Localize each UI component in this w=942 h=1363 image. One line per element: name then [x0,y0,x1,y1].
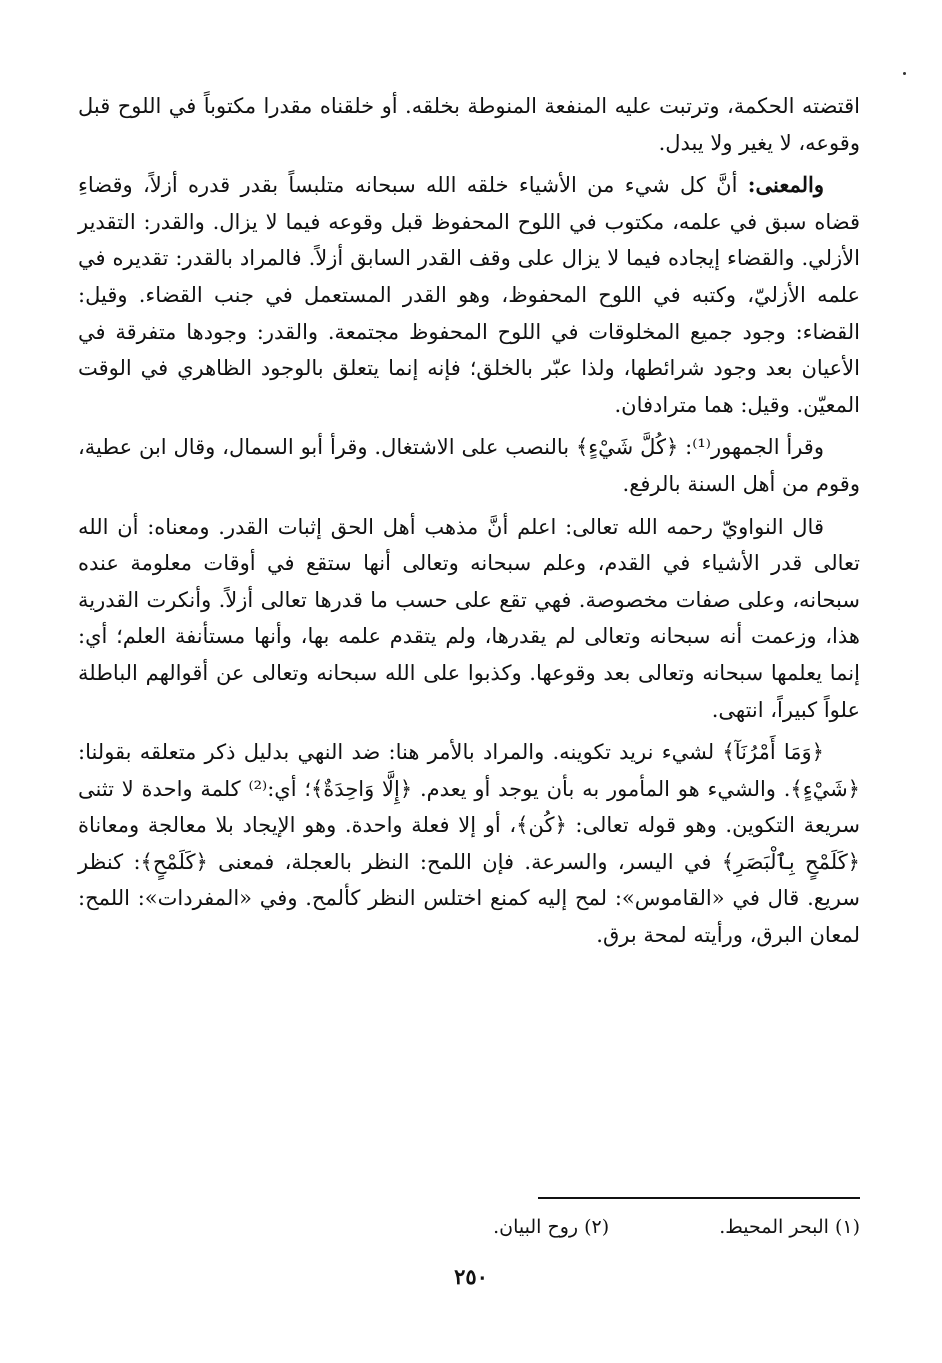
footnote-divider [538,1197,860,1199]
paragraph-4 [78,509,860,729]
paragraph-4-text: قال النواويّ رحمه الله تعالى: اعلم أنَّ مذهب أهل الحق إثبات القدر. ومعناه: أن الله تعالى قدر الأشياء في القدم، وعلم سبحانه وتعالى أنها ستقع في أوقات معلومة عنده سبحانه، وعلى صفات مخصوصة. فهي تقع على حسب ما قدرها تعالى أزلاً. وأنكرت القدرية هذا، وزعمت أنه سبحانه وتعالى لم يقدرها، ولم يتقدم علمه بها، وأنها مستأنفة العلم؛ أي: إنما يعلمها سبحانه وتعالى بعد وقوعها. وكذبوا على الله سبحانه وتعالى عن أقوالهم الباطلة علواً كبيراً، انتهى. [78,514,860,722]
paragraph-3-text: وقرأ الجمهور⁽¹⁾: ﴿كُلَّ شَيْءٍ﴾ بالنصب على الاشتغال. وقرأ أبو السمال، وقال ابن عطية، وقوم من أهل السنة بالرفع. [78,435,860,496]
scan-speck [903,72,906,75]
paragraph-2 [78,167,860,423]
footnote-1: (١) البحر المحيط. [719,1216,860,1238]
paragraph-5-text: ﴿وَمَا أَمْرُنَآ﴾ لشيء نريد تكوينه. والمراد بالأمر هنا: ضد النهي بدليل ذكر متعلقه بقولنا: ﴿شَيْءٍ﴾. والشيء هو المأمور به بأن يوجد أو يعدم. ﴿إِلَّا وَاحِدَةٌ﴾؛ أي:⁽²⁾ كلمة واحدة لا تثنى سريعة التكوين. وهو قوله تعالى: ﴿كُن﴾، أو إلا فعلة واحدة. وهو الإيجاد بلا معالجة ومعاناة ﴿كَلَمْحٍ بِٱلْبَصَرِ﴾ في اليسر، والسرعة. فإن اللمح: النظر بالعجلة، فمعنى ﴿كَلَمْحٍ﴾: كنظر سريع. قال في «القاموس»: لمح إليه كمنع اختلس النظر كألمح. وفي «المفردات»: اللمح: لمعان البرق، ورأيته لمحة برق. [78,740,860,948]
paragraph-2-lead: والمعنى: [747,172,824,198]
footnote-2: (٢) روح البيان. [493,1216,610,1238]
paragraph-5 [78,734,860,954]
paragraph-3 [78,429,860,502]
page-number: ٢٥٠ [454,1264,488,1289]
footnotes [160,1212,860,1242]
paragraph-1 [78,88,860,161]
paragraph-1-text: اقتضته الحكمة، وترتبت عليه المنفعة المنوطة بخلقه. أو خلقناه مقدرا مكتوباً في اللوح قبل وقوعه، لا يغير ولا يبدل. [78,94,860,155]
page-body [78,88,860,960]
paragraph-2-text: أنَّ كل شيء من الأشياء خلقه الله سبحانه متلبساً بقدر قدره أزلاً، وقضاءِ قضاه سبق في علمه، مكتوب في اللوح المحفوظ قبل وقوعه فيما لا يزال. والقدر: التقدير الأزلي. والقضاء إيجاده فيما لا يزال على وقف القدر السابق أزلاً. فالمراد بالقدر: تقديره في علمه الأزليّ، وكتبه في اللوح المحفوظ، وهو القدر المستعمل في جنب القضاء. وقيل: القضاء: وجود جميع المخلوقات في اللوح المحفوظ مجتمعة. والقدر: وجودها متفرقة في الأعيان بعد وجود شرائطها، ولذا عبّر بالخلق؛ فإنه إنما يتعلق بالوجود الظاهري في الوقت المعيّن. وقيل: هما مترادفان. [78,173,860,417]
